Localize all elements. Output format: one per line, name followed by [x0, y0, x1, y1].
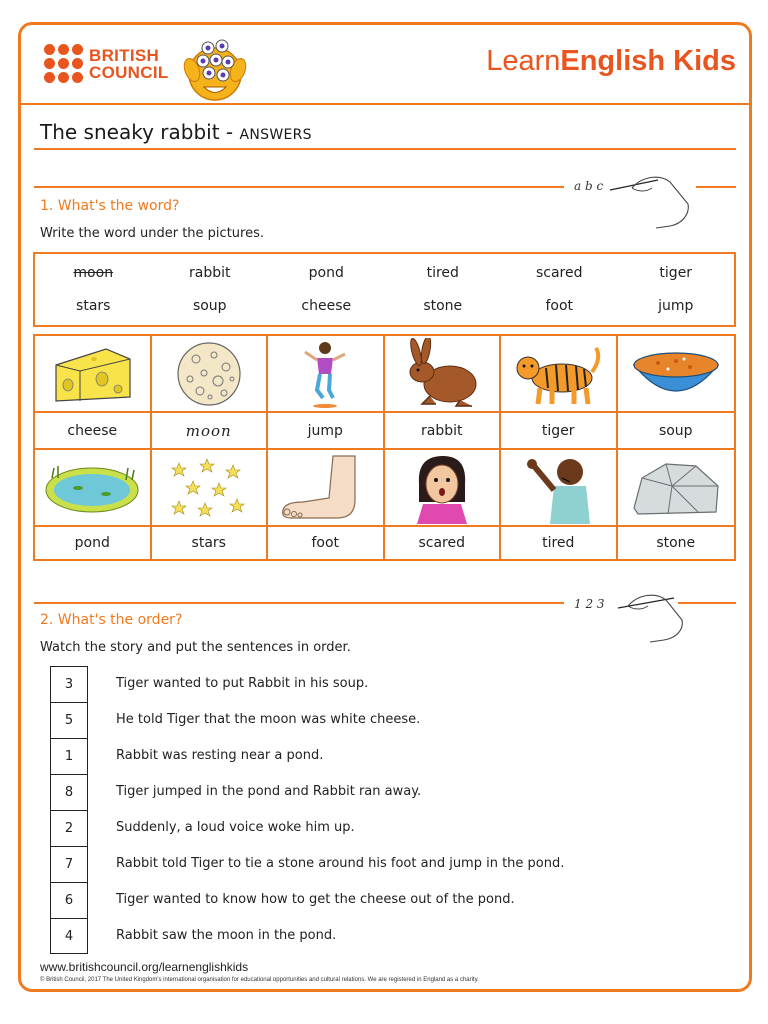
section2-instruction: Watch the story and put the sentences in order. [40, 640, 351, 655]
section2-divider [34, 602, 564, 604]
section1-instruction: Write the word under the pictures. [40, 226, 264, 241]
page-title: The sneaky rabbit - ANSWERS [40, 120, 312, 144]
order-row [50, 666, 650, 702]
order-row [50, 774, 650, 810]
picture-label: pond [74, 535, 110, 551]
order-row [50, 846, 650, 882]
header-divider [20, 103, 749, 105]
order-sentence: Tiger jumped in the pond and Rabbit ran away. [116, 784, 422, 799]
order-number-box: 5 [50, 702, 88, 738]
monster-mascot-icon [178, 32, 252, 104]
order-sentence: He told Tiger that the moon was white cheese. [116, 712, 421, 727]
order-row [50, 918, 650, 954]
order-number-box: 2 [50, 810, 88, 846]
handwriting-123-icon [570, 586, 690, 646]
word-bank-item: pond [308, 264, 344, 281]
picture-cell [35, 450, 152, 527]
section1-divider-end [696, 186, 736, 188]
footer-copyright: © British Council, 2017 The United Kingdom's international organisation for educational opportunities and cultural relations. We are registered in England as a charity. [40, 977, 479, 983]
word-bank-item: rabbit [189, 264, 231, 281]
title-underline [34, 148, 736, 150]
footer-url[interactable]: www.britishcouncil.org/learnenglishkids [40, 960, 249, 974]
order-list [50, 666, 650, 954]
picture-grid [33, 334, 736, 561]
word-bank-item: tired [426, 264, 459, 281]
picture-cell [501, 450, 618, 527]
picture-label: tired [542, 535, 575, 551]
order-number-box: 6 [50, 882, 88, 918]
section2-heading: 2. What's the order? [40, 612, 183, 628]
learnenglish-kids-logo: LearnEnglish Kids [486, 45, 736, 77]
handwriting-abc-icon [570, 168, 696, 234]
picture-cell [385, 336, 502, 413]
order-sentence: Rabbit saw the moon in the pond. [116, 928, 337, 943]
foot-icon [277, 452, 373, 524]
tiger-icon [510, 338, 606, 410]
word-bank-item: moon [73, 264, 114, 281]
order-number-box: 8 [50, 774, 88, 810]
picture-cell [618, 336, 735, 413]
picture-label: stars [191, 535, 226, 551]
picture-label: jump [307, 422, 343, 439]
word-bank-item: foot [545, 298, 574, 315]
order-sentence: Rabbit told Tiger to tie a stone around his foot and jump in the pond. [116, 856, 565, 871]
stone-icon [628, 456, 724, 520]
word-bank-item: tiger [659, 264, 693, 281]
order-sentence: Tiger wanted to put Rabbit in his soup. [116, 676, 369, 691]
svg-text:1 2 3: 1 2 3 [574, 597, 605, 611]
svg-text:a b c: a b c [574, 179, 604, 193]
order-number-box: 3 [50, 666, 88, 702]
order-number-box: 7 [50, 846, 88, 882]
order-sentence: Rabbit was resting near a pond. [116, 748, 324, 763]
picture-label: cheese [67, 422, 118, 439]
word-bank-item: stone [423, 298, 463, 315]
stars-icon [167, 453, 251, 523]
picture-label: scared [418, 535, 466, 551]
picture-label-answer: moon [185, 421, 232, 440]
section1-divider [34, 186, 564, 188]
word-bank-item: cheese [301, 298, 352, 315]
picture-cell [35, 336, 152, 413]
picture-label: tiger [541, 422, 575, 439]
header [0, 0, 768, 105]
picture-cell [152, 336, 269, 413]
picture-label: rabbit [421, 422, 463, 439]
order-sentence: Suddenly, a loud voice woke him up. [116, 820, 355, 835]
moon-icon [174, 339, 244, 409]
word-bank-item: stars [76, 298, 111, 315]
picture-cell [152, 450, 269, 527]
order-row [50, 882, 650, 918]
word-bank-item: jump [658, 298, 694, 315]
order-row [50, 810, 650, 846]
picture-label: soup [658, 422, 693, 439]
cheese-icon [50, 341, 134, 407]
picture-label: stone [656, 535, 696, 551]
section1-heading: 1. What's the word? [40, 198, 180, 214]
order-sentence: Tiger wanted to know how to get the cheese out of the pond. [116, 892, 515, 907]
word-bank-item: soup [192, 298, 227, 315]
picture-cell [268, 336, 385, 413]
picture-label: foot [311, 535, 340, 551]
scared-icon [407, 452, 477, 524]
word-bank-item: scared [535, 264, 583, 281]
picture-cell [618, 450, 735, 527]
picture-cell [385, 450, 502, 527]
answers-label: ANSWERS [239, 127, 312, 143]
soup-icon [628, 341, 724, 407]
rabbit-icon [400, 338, 484, 410]
tired-icon [518, 452, 598, 524]
word-bank [33, 252, 736, 327]
jump-icon [295, 338, 355, 410]
british-council-logo: BRITISH COUNCIL [44, 44, 169, 83]
order-number-box: 1 [50, 738, 88, 774]
order-row [50, 702, 650, 738]
order-number-box: 4 [50, 918, 88, 954]
picture-cell [268, 450, 385, 527]
order-row [50, 738, 650, 774]
picture-cell [501, 336, 618, 413]
british-council-dots-icon [44, 44, 83, 83]
pond-icon [42, 458, 142, 518]
